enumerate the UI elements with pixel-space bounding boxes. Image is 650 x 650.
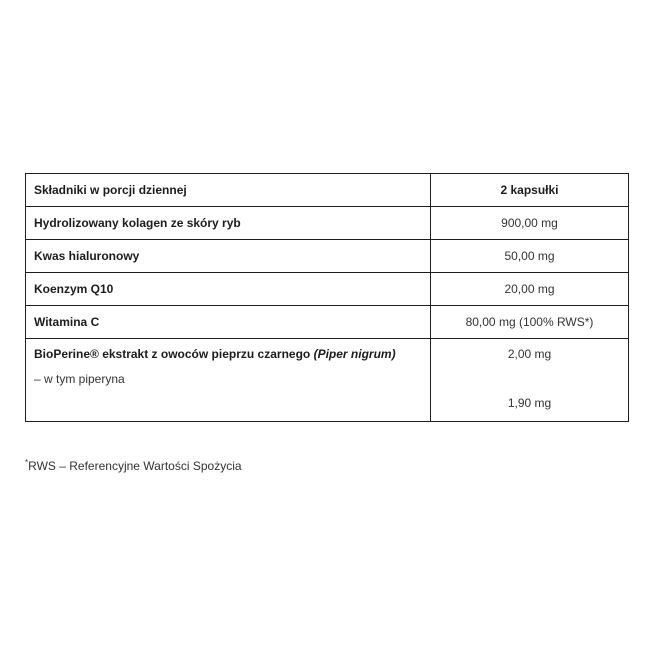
header-ingredients: Składniki w porcji dziennej bbox=[26, 174, 431, 207]
ingredient-name: Hydrolizowany kolagen ze skóry ryb bbox=[26, 207, 431, 240]
ingredient-name: Kwas hialuronowy bbox=[26, 240, 431, 273]
table-header-row bbox=[26, 174, 629, 207]
ingredient-amount: 900,00 mg bbox=[431, 207, 629, 240]
ingredient-amount: 2,00 mg bbox=[507, 347, 552, 361]
footnote-text: RWS – Referencyjne Wartości Spożycia bbox=[28, 459, 242, 473]
ingredient-amount-bioperine bbox=[431, 339, 629, 422]
ingredient-amount: 80,00 mg (100% RWS*) bbox=[431, 306, 629, 339]
ingredient-name-bioperine bbox=[26, 339, 431, 422]
table-row bbox=[26, 273, 629, 306]
header-serving: 2 kapsułki bbox=[431, 174, 629, 207]
table-row bbox=[26, 306, 629, 339]
ingredient-name-main: BioPerine® ekstrakt z owoców pieprzu czarnego bbox=[34, 347, 314, 361]
ingredient-amount: 50,00 mg bbox=[431, 240, 629, 273]
ingredient-name-line bbox=[34, 347, 422, 361]
footnote bbox=[25, 458, 242, 473]
nutrition-table bbox=[25, 173, 629, 422]
table-row bbox=[26, 339, 629, 422]
ingredient-name: Koenzym Q10 bbox=[26, 273, 431, 306]
table-row bbox=[26, 240, 629, 273]
ingredient-name: Witamina C bbox=[26, 306, 431, 339]
footnote-mark: * bbox=[25, 458, 29, 467]
ingredient-name-latin: (Piper nigrum) bbox=[313, 347, 396, 361]
ingredient-subname: – w tym piperyna bbox=[34, 372, 125, 386]
table-row bbox=[26, 207, 629, 240]
ingredient-subamount: 1,90 mg bbox=[507, 396, 552, 410]
ingredient-amount: 20,00 mg bbox=[431, 273, 629, 306]
